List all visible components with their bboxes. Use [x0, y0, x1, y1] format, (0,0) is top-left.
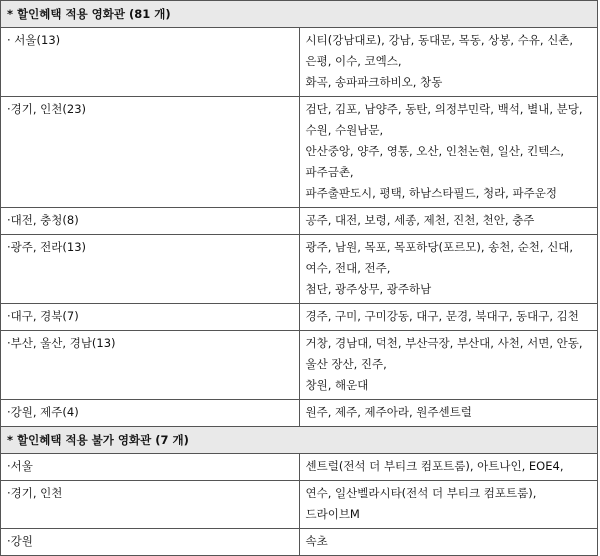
theaters-cell: [299, 529, 598, 556]
region-cell: ·서울: [1, 454, 300, 481]
theater-line: 광주, 남원, 목포, 목포하당(포르모), 송천, 순천, 신대, 여수, 전대, 전주,: [305, 240, 574, 275]
header-bullet: *: [7, 433, 14, 447]
theater-line: 파주출판도시, 평택, 하남스타필드, 청라, 파주운정: [305, 186, 557, 200]
theater-line: 시티(강남대로), 강남, 동대문, 목동, 상봉, 수유, 신촌, 은평, 이수, 코엑스,: [305, 33, 574, 68]
theater-line: 센트럴(전석 더 부티크 컴포트룸), 아트나인, EOE4,: [305, 459, 564, 473]
region-cell: ·대구, 경북(7): [1, 304, 300, 331]
theaters-cell: [299, 331, 598, 400]
theaters-cell: [299, 208, 598, 235]
table-row: [1, 304, 598, 331]
theater-line: 화곡, 송파파크하비오, 창동: [305, 75, 443, 89]
region-cell: ·경기, 인천: [1, 481, 300, 529]
table-row: [1, 331, 598, 400]
table-row: [1, 454, 598, 481]
theater-line: 창원, 해운대: [305, 378, 369, 392]
theaters-cell: [299, 235, 598, 304]
theaters-cell: [299, 400, 598, 427]
theater-line: 안산중앙, 양주, 영통, 오산, 인천논현, 일산, 킨텍스, 파주금촌,: [305, 144, 565, 179]
table-row: [1, 28, 598, 97]
not-applicable-header: [1, 427, 598, 454]
theaters-cell: [299, 28, 598, 97]
not-applicable-header-row: [1, 427, 598, 454]
region-cell: ·부산, 울산, 경남(13): [1, 331, 300, 400]
region-cell: ·경기, 인천(23): [1, 97, 300, 208]
header-bullet: *: [7, 7, 14, 21]
applicable-header: [1, 1, 598, 28]
region-cell: ·강원, 제주(4): [1, 400, 300, 427]
theater-line: 속초: [305, 534, 328, 548]
theater-line: 첨단, 광주상무, 광주하남: [305, 282, 432, 296]
table-row: [1, 481, 598, 529]
table-row: [1, 97, 598, 208]
theaters-cell: [299, 97, 598, 208]
applicable-header-row: [1, 1, 598, 28]
theater-line: 거창, 경남대, 덕천, 부산극장, 부산대, 사천, 서면, 안동, 울산 장산, 진주,: [305, 336, 583, 371]
table-row: [1, 235, 598, 304]
table-row: [1, 529, 598, 556]
region-cell: ·강원: [1, 529, 300, 556]
theaters-cell: [299, 481, 598, 529]
theater-line: 경주, 구미, 구미강동, 대구, 문경, 북대구, 동대구, 김천: [305, 309, 579, 323]
theater-line: 연수, 일산벨라시타(전석 더 부티크 컴포트룸), 드라이브M: [305, 486, 537, 521]
not-applicable-title: 할인혜택 적용 불가 영화관 (7 개): [17, 433, 189, 447]
region-cell: ·대전, 충청(8): [1, 208, 300, 235]
region-cell: · 서울(13): [1, 28, 300, 97]
region-cell: ·광주, 전라(13): [1, 235, 300, 304]
theater-line: 공주, 대전, 보령, 세종, 제천, 진천, 천안, 충주: [305, 213, 535, 227]
theaters-cell: [299, 304, 598, 331]
applicable-title: 할인혜택 적용 영화관 (81 개): [17, 7, 171, 21]
theaters-cell: [299, 454, 598, 481]
theater-line: 검단, 김포, 남양주, 동탄, 의정부민락, 백석, 별내, 분당, 수원, 수원남문,: [305, 102, 583, 137]
table-row: [1, 400, 598, 427]
theater-line: 원주, 제주, 제주아라, 원주센트럴: [305, 405, 472, 419]
table-row: [1, 208, 598, 235]
